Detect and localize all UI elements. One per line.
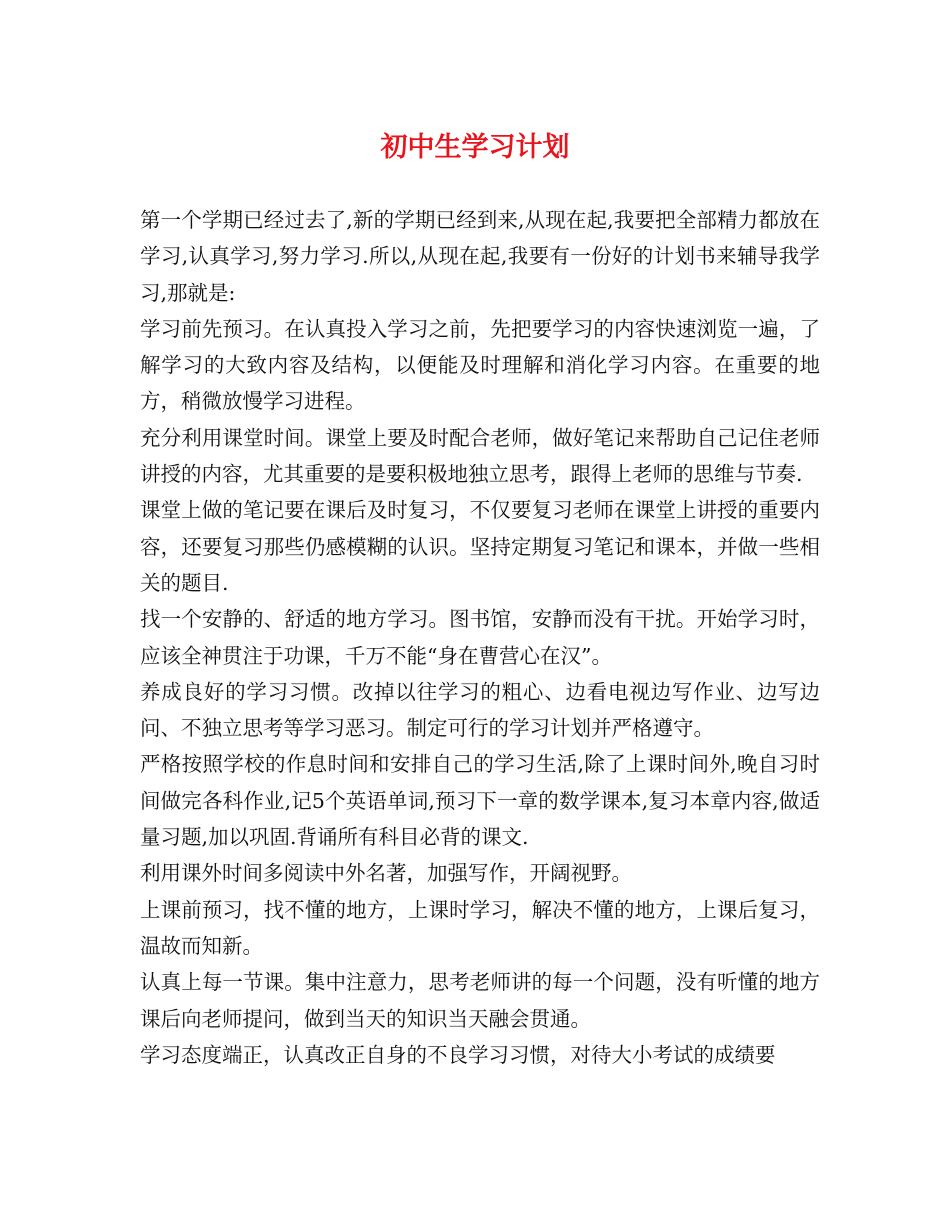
paragraph-intro: 第一个学期已经过去了,新的学期已经到来,从现在起,我要把全部精力都放在学习,认真学习,努力学习.所以,从现在起,我要有一份好的计划书来辅导我学习,那就是: — [140, 208, 820, 305]
paragraph-review-notes: 课堂上做的笔记要在课后及时复习，不仅要复习老师在课堂上讲授的重要内容，还要复习那些仍感模糊的认识。坚持定期复习笔记和课本，并做一些相关的题目. — [140, 498, 820, 595]
paragraph-schedule: 严格按照学校的作息时间和安排自己的学习生活,除了上课时间外,晚自习时间做完各科作业,记5个英语单词,预习下一章的数学课本,复习本章内容,做适量习题,加以巩固.背诵所有科目必背的课文. — [140, 752, 820, 850]
page-title: 初中生学习计划 — [380, 132, 570, 163]
paragraph-classroom-time: 充分利用课堂时间。课堂上要及时配合老师，做好笔记来帮助自己记住老师讲授的内容，尤其重要的是要积极地独立思考，跟得上老师的思维与节奏. — [140, 425, 820, 487]
paragraph-quiet-place: 找一个安静的、舒适的地方学习。图书馆，安静而没有干扰。开始学习时，应该全神贯注于功课，千万不能“身在曹营心在汉”。 — [140, 607, 820, 668]
document-body — [140, 202, 820, 1073]
paragraph-preview: 学习前先预习。在认真投入学习之前，先把要学习的内容快速浏览一遍，了解学习的大致内容及结构，以便能及时理解和消化学习内容。在重要的地方，稍微放慢学习进程。 — [140, 316, 820, 414]
paragraph-every-class: 认真上每一节课。集中注意力，思考老师讲的每一个问题，没有听懂的地方课后向老师提问，做到当天的知识当天融会贯通。 — [140, 970, 820, 1031]
paragraph-before-class: 上课前预习，找不懂的地方，上课时学习，解决不懂的地方，上课后复习，温故而知新。 — [140, 897, 820, 958]
paragraph-attitude: 学习态度端正，认真改正自身的不良学习习惯，对待大小考试的成绩要 — [140, 1042, 776, 1067]
paragraph-good-habits: 养成良好的学习习惯。改掉以往学习的粗心、边看电视边写作业、边写边问、不独立思考等学习恶习。制定可行的学习计划并严格遵守。 — [140, 679, 820, 741]
paragraph-reading: 利用课外时间多阅读中外名著，加强写作，开阔视野。 — [140, 861, 632, 886]
